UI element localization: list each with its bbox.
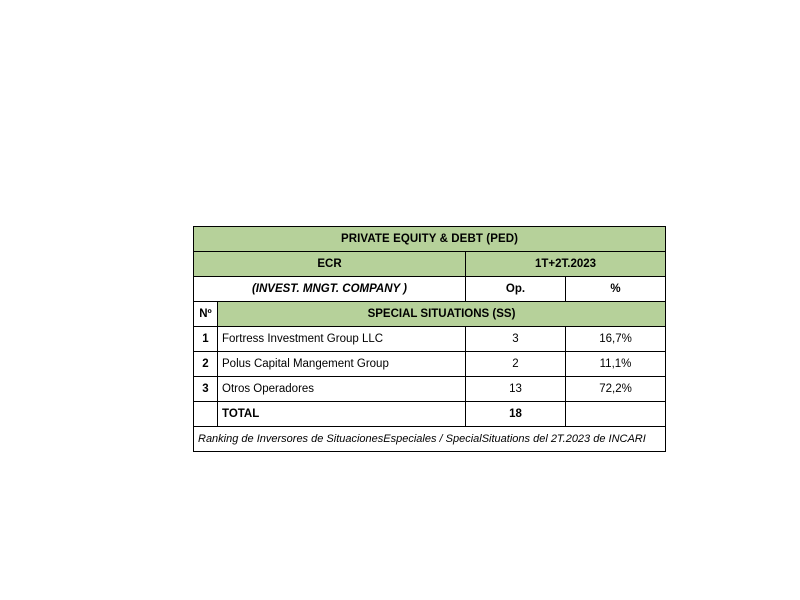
table-section-row bbox=[194, 302, 666, 327]
table-row bbox=[194, 352, 666, 377]
row-pct: 16,7% bbox=[566, 327, 666, 352]
row-num: 2 bbox=[194, 352, 218, 377]
table-footnote: Ranking de Inversores de SituacionesEspeciales / SpecialSituations del 2T.2023 de INCARI bbox=[194, 427, 666, 452]
subheader-op: Op. bbox=[466, 277, 566, 302]
table-title-row bbox=[194, 227, 666, 252]
row-num: 1 bbox=[194, 327, 218, 352]
row-op: 3 bbox=[466, 327, 566, 352]
subheader-pct: % bbox=[566, 277, 666, 302]
row-num: 3 bbox=[194, 377, 218, 402]
table-footnote-row bbox=[194, 427, 666, 452]
total-label: TOTAL bbox=[218, 402, 466, 427]
subheader-invest-mngt-company: (INVEST. MNGT. COMPANY ) bbox=[194, 277, 466, 302]
row-name: Fortress Investment Group LLC bbox=[218, 327, 466, 352]
section-label-special-situations: SPECIAL SITUATIONS (SS) bbox=[218, 302, 666, 327]
total-pct bbox=[566, 402, 666, 427]
ped-table-container bbox=[193, 226, 665, 452]
total-num-cell bbox=[194, 402, 218, 427]
table-subheader-row bbox=[194, 277, 666, 302]
ped-table bbox=[193, 226, 666, 452]
table-title: PRIVATE EQUITY & DEBT (PED) bbox=[194, 227, 666, 252]
row-pct: 11,1% bbox=[566, 352, 666, 377]
row-name: Otros Operadores bbox=[218, 377, 466, 402]
row-pct: 72,2% bbox=[566, 377, 666, 402]
section-num-label: Nº bbox=[194, 302, 218, 327]
row-op: 13 bbox=[466, 377, 566, 402]
header-ecr: ECR bbox=[194, 252, 466, 277]
total-op: 18 bbox=[466, 402, 566, 427]
table-header-row bbox=[194, 252, 666, 277]
table-total-row bbox=[194, 402, 666, 427]
table-row bbox=[194, 327, 666, 352]
table-row bbox=[194, 377, 666, 402]
header-period: 1T+2T.2023 bbox=[466, 252, 666, 277]
row-name: Polus Capital Mangement Group bbox=[218, 352, 466, 377]
row-op: 2 bbox=[466, 352, 566, 377]
